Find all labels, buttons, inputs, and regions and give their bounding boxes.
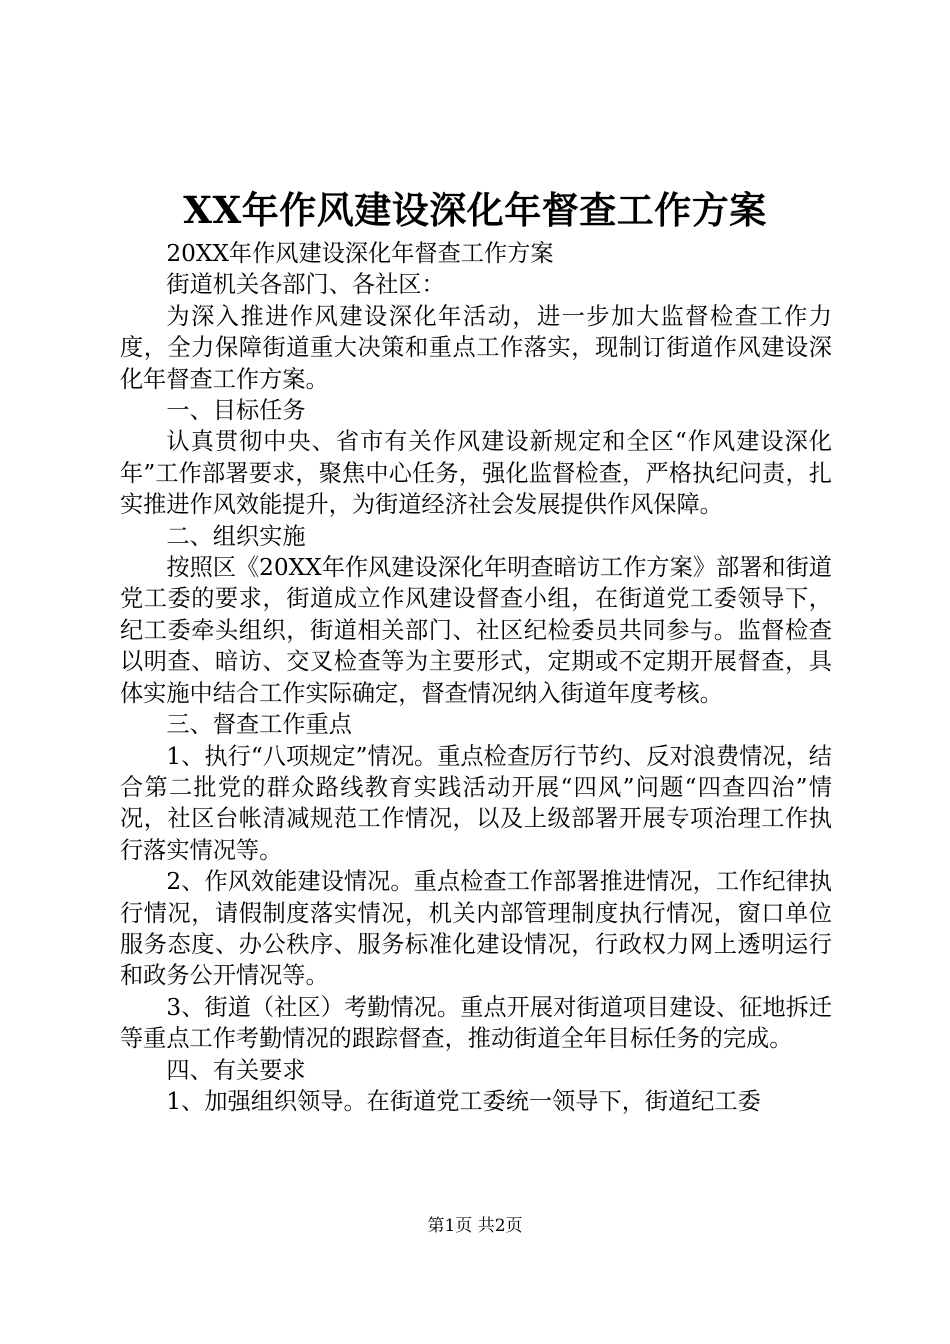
- paragraph-salutation: 街道机关各部门、各社区：: [166, 271, 445, 299]
- section-heading-4: 四、有关要求: [166, 1056, 306, 1084]
- section-heading-3: 三、督查工作重点: [166, 711, 352, 739]
- paragraph-section-2: 按照区《20XX年作风建设深化年明查暗访工作方案》部署和街道党工委的要求，街道成立作风建设督查小组，在街道党工委领导下，纪工委牵头组织，街道相关部门、社区纪检委员共同参与。监督检查以明查、暗访、交叉检查等为主要形式，定期或不定期开展督查，具体实施中结合工作实际确定，督查情况纳入街道年度考核。: [120, 554, 832, 707]
- paragraph-section-3-item-1: 1、执行“八项规定”情况。重点检查厉行节约、反对浪费情况，结合第二批党的群众路线教育实践活动开展“四风”问题“四查四治”情况，社区台帐清减规范工作情况，以及上级部署开展专项治理工作执行落实情况等。: [120, 742, 832, 864]
- page-footer: 第1页 共2页: [427, 1216, 523, 1236]
- paragraph-intro: 为深入推进作风建设深化年活动，进一步加大监督检查工作力度，全力保障街道重大决策和重点工作落实，现制订街道作风建设深化年督查工作方案。: [120, 302, 832, 393]
- paragraph-subtitle: 20XX年作风建设深化年督查工作方案: [166, 240, 554, 267]
- document-title: XX年作风建设深化年督查工作方案: [183, 188, 767, 232]
- paragraph-section-1: 认真贯彻中央、省市有关作风建设新规定和全区“作风建设深化年”工作部署要求，聚焦中心任务，强化监督检查，严格执纪问责，扎实推进作风效能提升，为街道经济社会发展提供作风保障。: [120, 428, 832, 519]
- document-body: [120, 238, 832, 1117]
- paragraph-section-4-item-1: 1、加强组织领导。在街道党工委统一领导下，街道纪工委: [166, 1087, 761, 1115]
- section-heading-2: 二、组织实施: [166, 522, 306, 550]
- section-heading-1: 一、目标任务: [166, 397, 306, 425]
- paragraph-section-3-item-2: 2、作风效能建设情况。重点检查工作部署推进情况，工作纪律执行情况，请假制度落实情况，机关内部管理制度执行情况，窗口单位服务态度、办公秩序、服务标准化建设情况，行政权力网上透明运行和政务公开情况等。: [120, 868, 832, 990]
- paragraph-section-3-item-3: 3、街道（社区）考勤情况。重点开展对街道项目建设、征地拆迁等重点工作考勤情况的跟踪督查，推动街道全年目标任务的完成。: [120, 993, 832, 1053]
